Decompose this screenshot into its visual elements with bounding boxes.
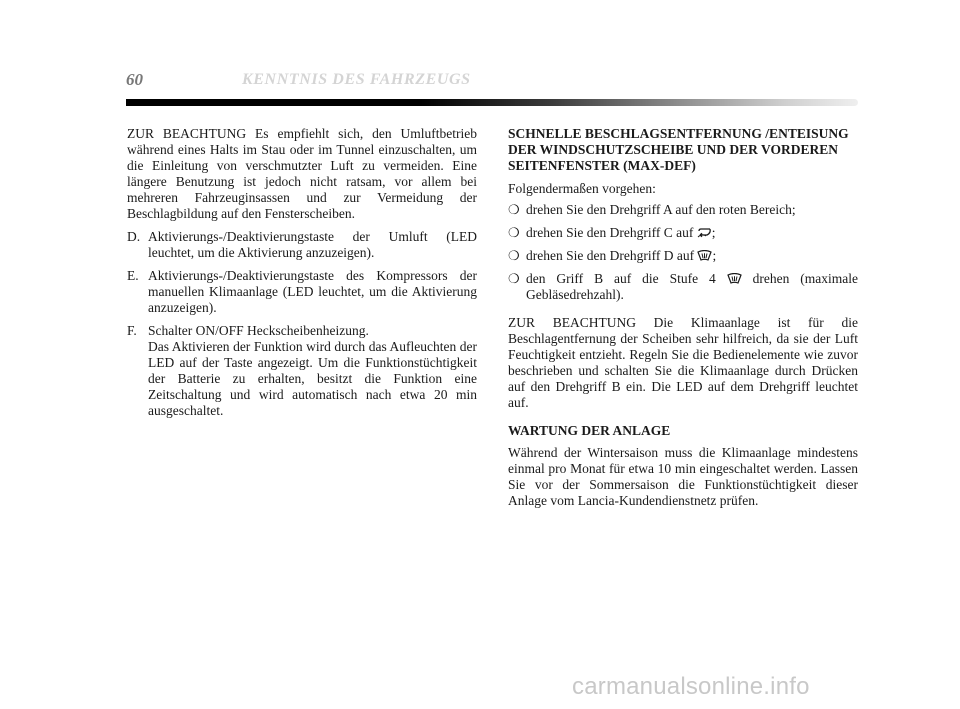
bullet-text-group bbox=[526, 271, 858, 303]
bullet-item bbox=[508, 248, 858, 264]
list-text: Aktivierungs-/Deaktivierungstaste der Umluft (LED leuchtet, um die Aktivierung anzuzeigen). bbox=[148, 229, 477, 260]
bullet-text-group bbox=[526, 225, 858, 241]
page-number: 60 bbox=[126, 70, 143, 89]
defrost-icon bbox=[727, 273, 742, 284]
right-column bbox=[508, 126, 858, 516]
bullet-text: drehen Sie den Drehgriff A auf den roten Bereich; bbox=[526, 202, 796, 217]
bullet-mark: ❍ bbox=[508, 225, 520, 240]
list-text-group bbox=[148, 323, 477, 419]
header-rule bbox=[126, 99, 858, 106]
left-column bbox=[127, 126, 477, 426]
list-item-e bbox=[127, 268, 477, 316]
bullet-item bbox=[508, 225, 858, 241]
heading-max-def: SCHNELLE BESCHLAGSENTFERNUNG /ENTEISUNG DER WINDSCHUTZSCHEIBE UND DER VORDEREN SEITENFENSTER (MAX-DEF) bbox=[508, 126, 849, 173]
bullet-text: drehen Sie den Drehgriff D auf bbox=[526, 248, 698, 263]
defrost-icon bbox=[697, 250, 712, 261]
bullet-text-group bbox=[526, 248, 858, 264]
page-header bbox=[126, 70, 866, 94]
list-item-d bbox=[127, 229, 477, 261]
list-item-f bbox=[127, 323, 477, 419]
bullet-text-end: drehen (maximale Gebläsedrehzahl). bbox=[526, 271, 858, 302]
bullet-text-end: ; bbox=[712, 248, 717, 263]
heading-maintenance: WARTUNG DER ANLAGE bbox=[508, 423, 671, 438]
recirculation-icon bbox=[697, 227, 712, 238]
list-letter: E. bbox=[127, 268, 139, 283]
list-text-detail: Das Aktivieren der Funktion wird durch das Aufleuchten der LED auf der Taste angezeigt. Um die Funktionstüchtigkeit der Batterie zu erhalten, besitzt die Funktion eine Zeitschaltung und wird automatisch nach etwa 20 min ausgeschaltet. bbox=[148, 339, 477, 418]
maintenance-text: Während der Wintersaison muss die Klimaanlage mindestens einmal pro Monat für etwa 10 min eingeschaltet werden. Lassen Sie vor der Sommersaison die Funktionstüchtigkeit dieser Anlage vom Lancia-Kundendienstnetz prüfen. bbox=[508, 445, 858, 508]
list-letter: D. bbox=[127, 229, 141, 244]
bullet-mark: ❍ bbox=[508, 202, 520, 217]
note-recirculation: ZUR BEACHTUNG Es empfiehlt sich, den Umluftbetrieb während eines Halts im Stau oder im Tunnel einzuschalten, um die Einleitung von verschmutzter Luft zu vermeiden. Eine längere Benutzung ist jedoch nicht ratsam, vor allem bei mehreren Fahrzeuginsassen und zur Vermeidung der Beschlagbildung auf den Fensterscheiben. bbox=[127, 126, 477, 221]
bullet-item bbox=[508, 271, 858, 303]
bullet-text-end: ; bbox=[711, 225, 716, 240]
intro-text: Folgendermaßen vorgehen: bbox=[508, 181, 656, 196]
list-text: Aktivierungs-/Deaktivierungstaste des Kompressors der manuellen Klimaanlage (LED leuchtet, um die Aktivierung anzuzeigen). bbox=[148, 268, 477, 315]
section-title: KENNTNIS DES FAHRZEUGS bbox=[242, 71, 471, 88]
bullet-mark: ❍ bbox=[508, 271, 520, 286]
list-letter: F. bbox=[127, 323, 137, 338]
list-text: Schalter ON/OFF Heckscheibenheizung. bbox=[148, 323, 369, 338]
note-climate: ZUR BEACHTUNG Die Klimaanlage ist für die Beschlagentfernung der Scheiben sehr hilfreich, da sie der Luft Feuchtigkeit entzieht. Regeln Sie die Bedienelemente wie zuvor beschrieben und schalten Sie die Klimaanlage durch Drücken auf den Drehgriff B ein. Die LED auf dem Drehgriff leuchtet auf. bbox=[508, 315, 858, 410]
bullet-item bbox=[508, 202, 858, 218]
watermark: carmanualsonline.info bbox=[572, 673, 810, 700]
bullet-text: drehen Sie den Drehgriff C auf bbox=[526, 225, 697, 240]
bullet-text: den Griff B auf die Stufe 4 bbox=[526, 271, 727, 286]
bullet-mark: ❍ bbox=[508, 248, 520, 263]
